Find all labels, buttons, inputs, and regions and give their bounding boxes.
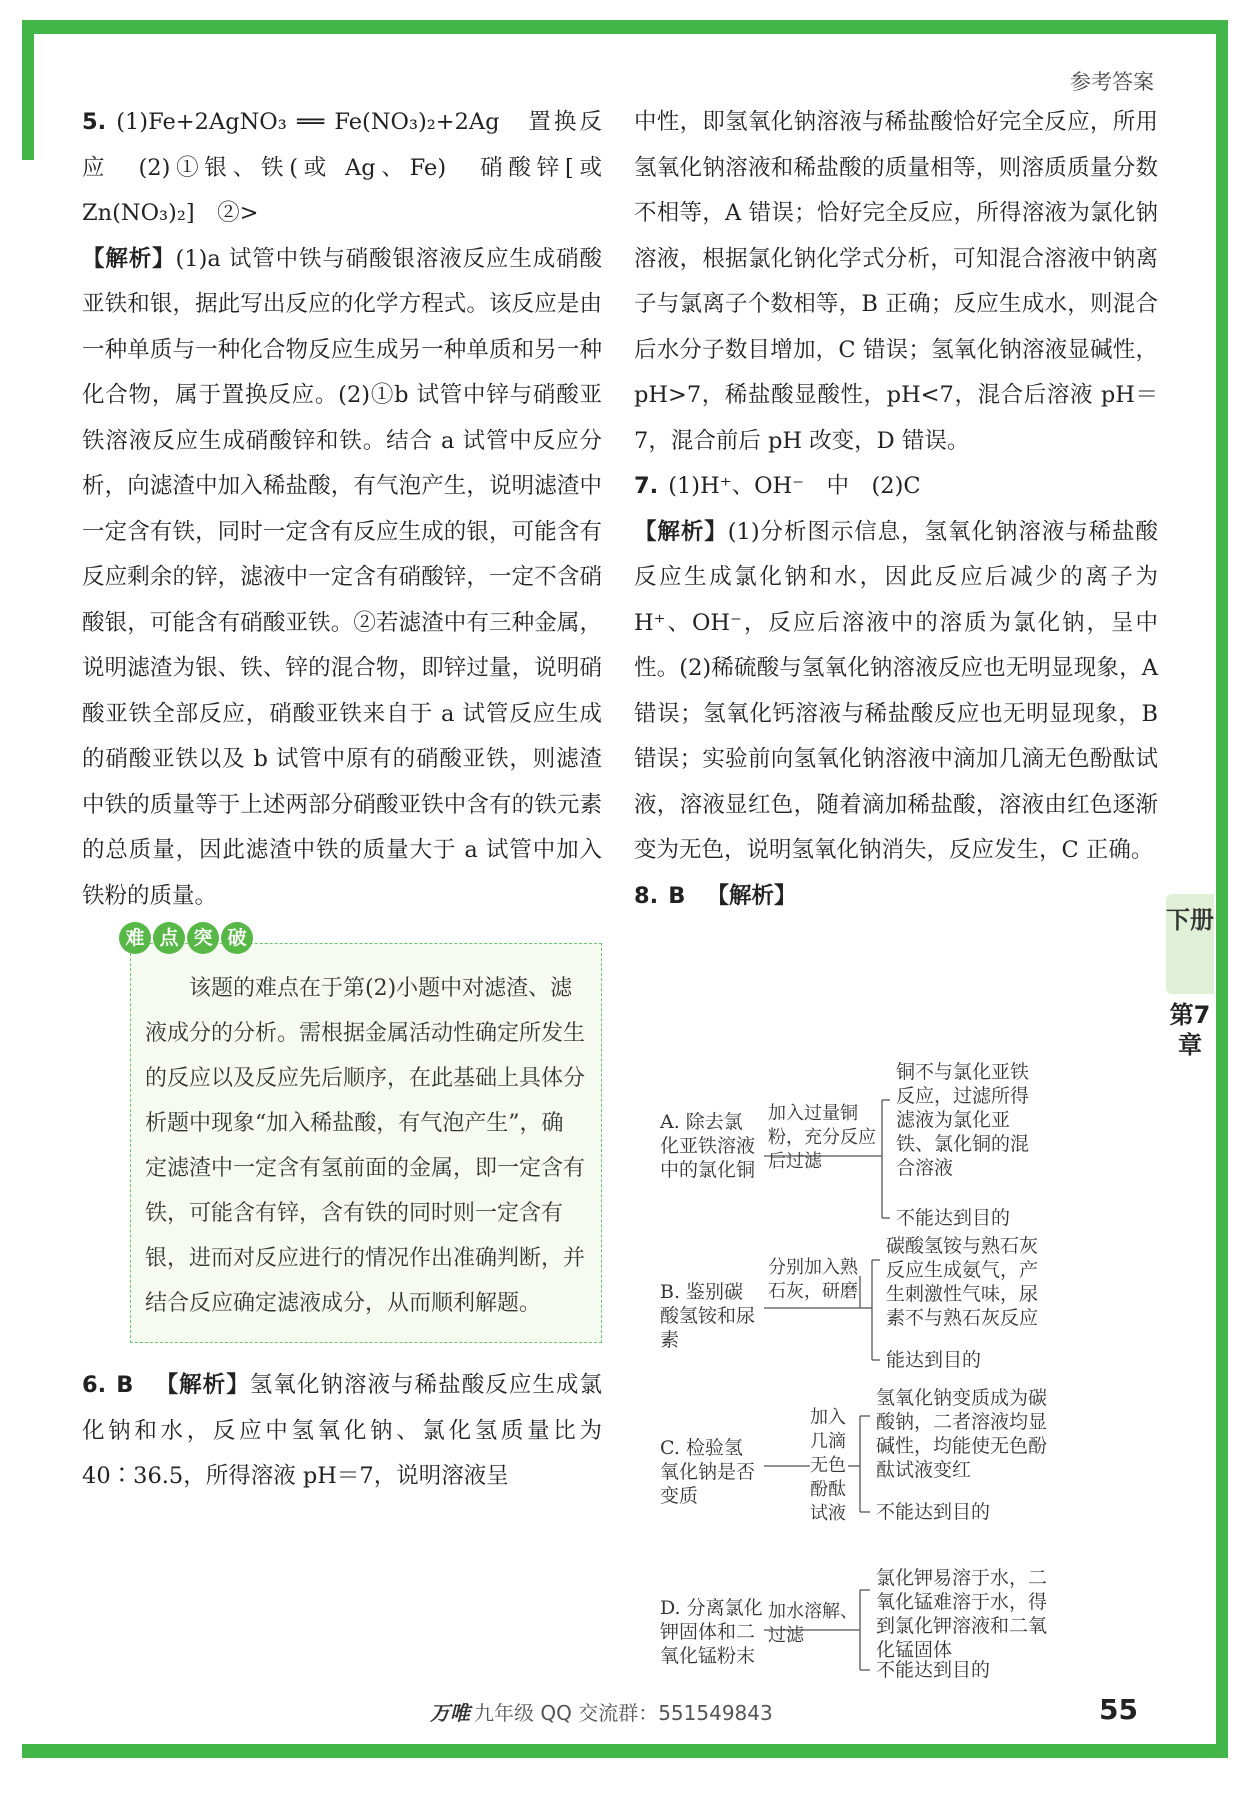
footer-brand: 万唯 <box>430 1701 470 1725</box>
q8-number: 8. <box>634 882 659 909</box>
q8-action-b: 分别加入熟石灰，研磨 <box>768 1257 858 1302</box>
q7-analysis <box>634 510 1158 874</box>
footer-text: 九年级 QQ 交流群：551549843 <box>474 1701 773 1725</box>
q8-action-d: 加水溶解、过滤 <box>768 1601 858 1646</box>
q5-answer <box>82 100 602 237</box>
q7-answer-text: (1)H⁺、OH⁻ 中 (2)C <box>668 473 921 499</box>
q8-action-a: 加入过量铜粉，充分反应后过滤 <box>768 1103 876 1172</box>
frame-bottom <box>22 1744 1228 1758</box>
q7-number: 7. <box>634 473 659 499</box>
chapter-label: 第7章 <box>1169 1001 1211 1059</box>
q5-number: 5. <box>82 109 107 135</box>
q5-analysis-tag: 【解析】 <box>82 245 176 272</box>
q8-verdict-a: 不能达到目的 <box>896 1207 1011 1229</box>
q8-answer <box>634 874 1158 920</box>
q8-analysis-tag: 【解析】 <box>706 882 797 909</box>
q7-analysis-text: (1)分析图示信息，氢氧化钠溶液与稀盐酸反应生成氯化钠和水，因此反应后减少的离子为 H⁺、OH⁻，反应后溶液中的溶质为氯化钠，呈中性。(2)稀硫酸与氢氧化钠溶液反应也无明显现象，A 错误；氢氧化钙溶液与稀盐酸反应也无明显现象，B 错误；实验前向氢氧化钠溶液中滴加几滴无色酚酞试液，溶液显红色，随着滴加稀盐酸，溶液由红色逐渐变为无色，说明氢氧化钠消失，反应发生，C 正确。 <box>634 518 1158 863</box>
q7-analysis-tag: 【解析】 <box>634 518 728 545</box>
q8-answer-text: B <box>668 882 686 909</box>
volume-tab: 下册 <box>1166 894 1214 994</box>
q5-answer-text: (1)Fe+2AgNO₃ ══ Fe(NO₃)₂+2Ag 置换反应 (2)①银、铁(或 Ag、Fe) 硝酸锌[或 Zn(NO₃)₂] ②> <box>82 109 602 226</box>
q6-analysis-left: 氢氧化钠溶液与稀盐酸反应生成氯化钠和水，反应中氢氧化钠、氯化氢质量比为 40∶36.5，所得溶液 pH＝7，说明溶液呈 <box>82 1372 602 1489</box>
header-label: 参考答案 <box>1070 70 1154 94</box>
left-column <box>82 100 602 1500</box>
q8-option-a: A. 除去氯化亚铁溶液中的氯化铜 <box>660 1111 756 1181</box>
q8-option-d: D. 分离氯化钾固体和二氧化锰粉末 <box>660 1597 763 1667</box>
badge-char: 点 <box>153 922 185 954</box>
q8-result-c: 氢氧化钠变质成为碳酸钠，二者溶液均显碱性，均能使无色酚酞试液变红 <box>876 1387 1048 1481</box>
frame-right <box>1216 20 1228 1758</box>
q8-diagram <box>660 1060 1080 1680</box>
difficulty-badge <box>119 922 253 954</box>
q8-result-b: 碳酸氢铵与熟石灰反应生成氨气，产生刺激性气味，尿素不与熟石灰反应 <box>886 1235 1039 1329</box>
difficulty-text: 该题的难点在于第(2)小题中对滤渣、滤液成分的分析。需根据金属活动性确定所发生的反应以及反应先后顺序，在此基础上具体分析题中现象“加入稀盐酸，有气泡产生”，确定滤渣中一定含有氢前面的金属，即一定含有铁，可能含有锌，含有铁的同时则一定含有银，进而对反应进行的情况作出准确判断，并结合反应确定滤液成分，从而顺利解题。 <box>145 976 586 1316</box>
q8-verdict-c: 不能达到目的 <box>876 1501 991 1523</box>
badge-char: 破 <box>221 922 253 954</box>
q8-option-b: B. 鉴别碳酸氢铵和尿素 <box>660 1281 756 1351</box>
badge-char: 突 <box>187 922 219 954</box>
q6-answer <box>82 1363 602 1500</box>
difficulty-box <box>125 926 602 1343</box>
frame-top <box>22 20 1228 34</box>
q8-action-c: 加入几滴无色酚酞试液 <box>810 1407 846 1524</box>
q6-answer-text: B <box>116 1372 134 1398</box>
badge-char: 难 <box>119 922 151 954</box>
footer <box>430 1697 773 1726</box>
q5-analysis <box>82 237 602 920</box>
q8-verdict-b: 能达到目的 <box>886 1349 982 1371</box>
page-number: 55 <box>1099 1693 1138 1726</box>
q8-option-c: C. 检验氢氧化钠是否变质 <box>660 1437 756 1507</box>
q6-number: 6. <box>82 1372 107 1398</box>
q8-verdict-d: 不能达到目的 <box>876 1659 991 1681</box>
frame-left <box>22 20 34 160</box>
q7-answer <box>634 464 1158 510</box>
q8-result-d: 氯化钾易溶于水，二氧化锰难溶于水，得到氯化钾溶液和二氧化锰固体 <box>876 1567 1048 1661</box>
q6-analysis-right: 中性，即氢氧化钠溶液与稀盐酸恰好完全反应，所用氢氧化钠溶液和稀盐酸的质量相等，则溶质质量分数不相等，A 错误；恰好完全反应，所得溶液为氯化钠溶液，根据氯化钠化学式分析，可知混合溶液中钠离子与氯离子个数相等，B 正确；反应生成水，则混合后水分子数目增加，C 错误；氢氧化钠溶液显碱性，pH>7，稀盐酸显酸性，pH<7，混合后溶液 pH＝7，混合前后 pH 改变，D 错误。 <box>634 109 1158 454</box>
q5-analysis-text: (1)a 试管中铁与硝酸银溶液反应生成硝酸亚铁和银，据此写出反应的化学方程式。该反应是由一种单质与一种化合物反应生成另一种单质和另一种化合物，属于置换反应。(2)①b 试管中锌与硝酸亚铁溶液反应生成硝酸锌和铁。结合 a 试管中反应分析，向滤渣中加入稀盐酸，有气泡产生，说明滤渣中一定含有铁，同时一定含有反应生成的银，可能含有反应剩余的锌，滤液中一定含有硝酸锌，一定不含硝酸银，可能含有硝酸亚铁。②若滤渣中有三种金属，说明滤渣为银、铁、锌的混合物，即锌过量，说明硝酸亚铁全部反应，硝酸亚铁来自于 a 试管反应生成的硝酸亚铁以及 b 试管中原有的硝酸亚铁，则滤渣中铁的质量等于上述两部分硝酸亚铁中含有的铁元素的总质量，因此滤渣中铁的质量大于 a 试管中加入铁粉的质量。 <box>82 245 602 909</box>
q6-analysis-tag: 【解析】 <box>155 1372 250 1398</box>
right-column <box>634 100 1158 919</box>
q8-result-a: 铜不与氯化亚铁反应，过滤所得滤液为氯化亚铁、氯化铜的混合溶液 <box>896 1061 1030 1179</box>
